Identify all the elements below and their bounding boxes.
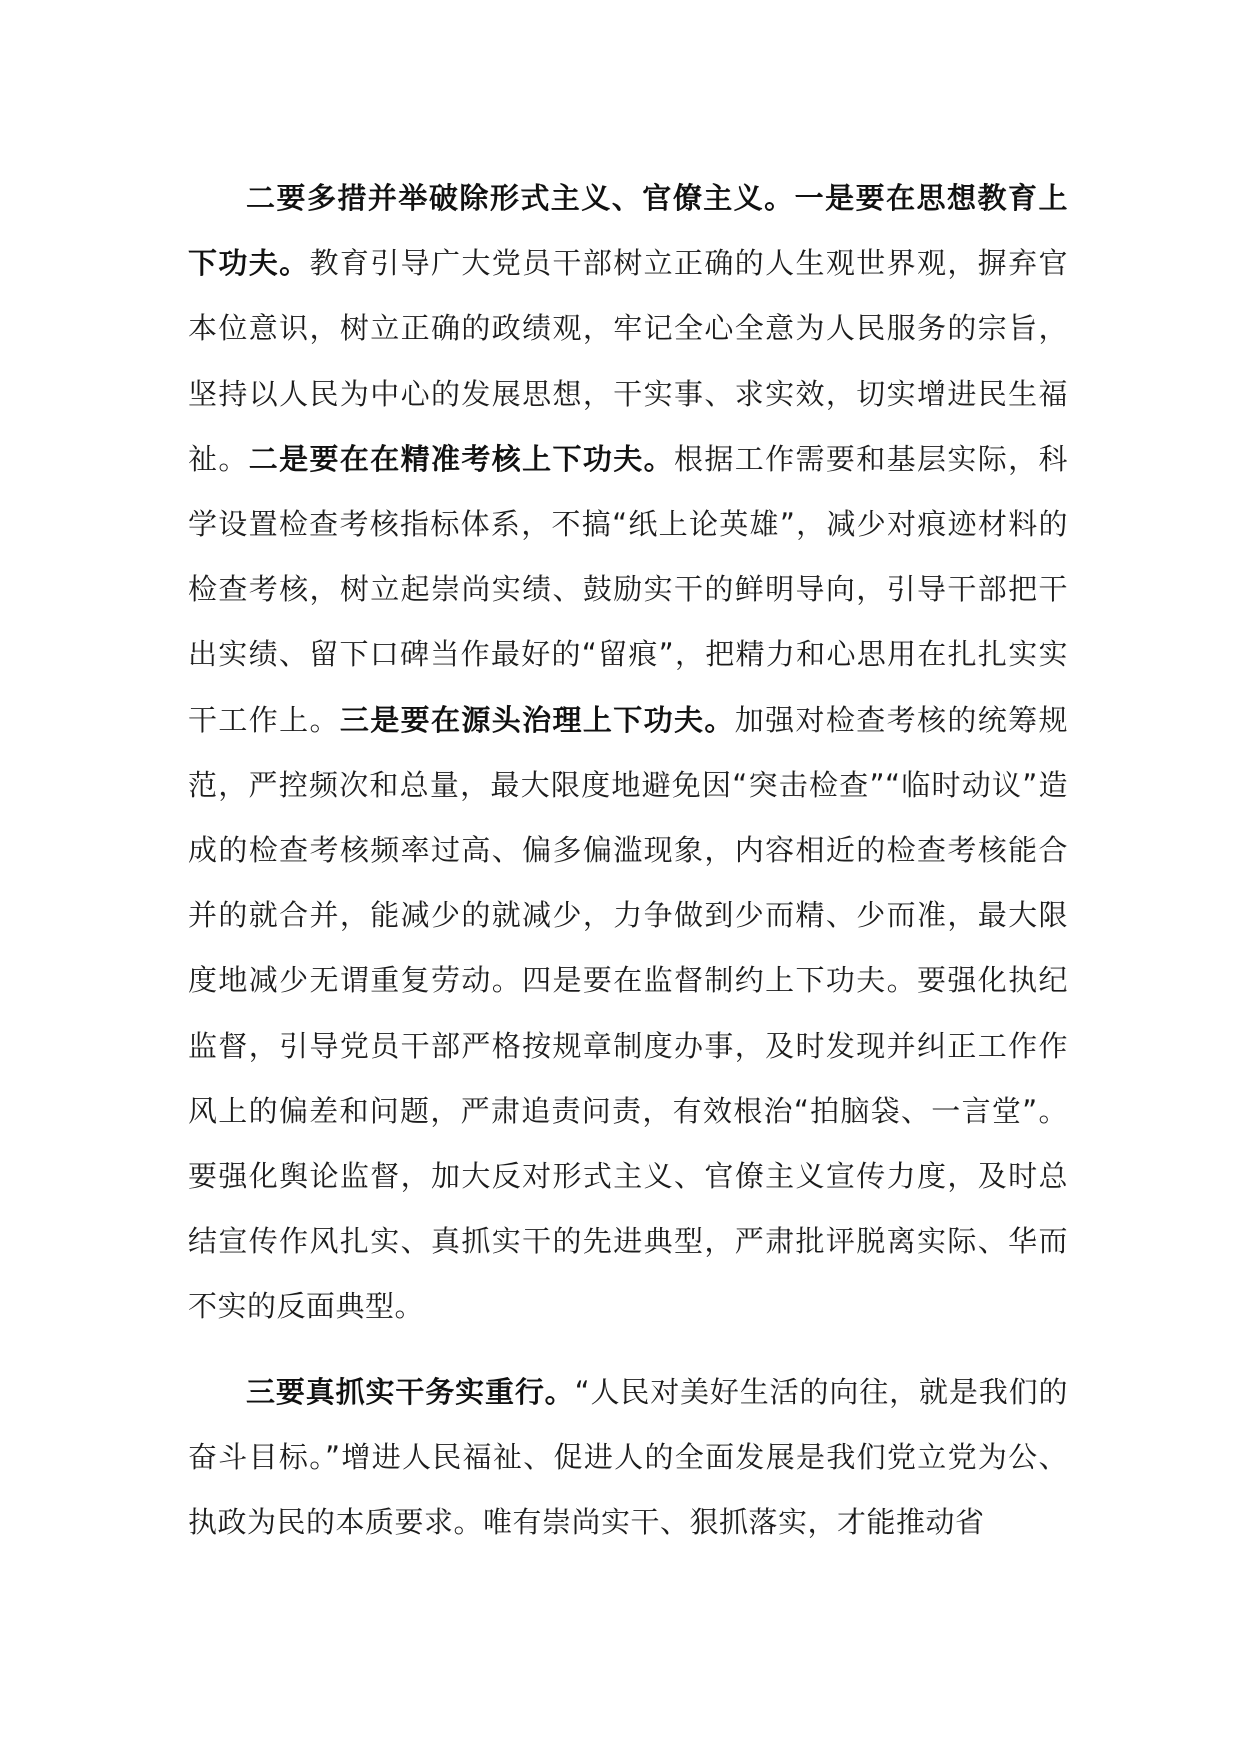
- point-heading-2: 二是要在在精准考核上下功夫。: [248, 441, 674, 476]
- body-text: 加强对检查考核的统筹规范，严控频次和总量，最大限度地避免因“突击检查”“临时动议”造成的检查考核频率过高、偏多偏滥现象，内容相近的检查考核能合并的就合并，能减少的就减少，力争做到少而精、少而准，最大限度地减少无谓重复劳动。四是要在监督制约上下功夫。要强化执纪监督，引导党员干部严格按规章制度办事，及时发现并纠正工作作风上的偏差和问题，严肃追责问责，有效根治“拍脑袋、一言堂”。要强化舆论监督，加大反对形式主义、官僚主义宣传力度，及时总结宣传作风扎实、真抓实干的先进典型，严肃批评脱离实际、华而不实的反面典型。: [188, 702, 1068, 1324]
- point-heading-3: 三是要在源头治理上下功夫。: [339, 702, 735, 737]
- point-heading-1: 一是要在思想教育上下功夫。: [188, 181, 1068, 281]
- body-text: 根据工作需要和基层实际，科学设置检查考核指标体系，不搞“纸上论英雄”，减少对痕迹材料的检查考核，树立起崇尚实绩、鼓励实干的鲜明导向，引导干部把干出实绩、留下口碑当作最好的“留痕”，把精力和心思用在扎扎实实干工作上。: [188, 441, 1068, 737]
- body-text: 教育引导广大党员干部树立正确的人生观世界观，摒弃官本位意识，树立正确的政绩观，牢记全心全意为人民服务的宗旨，坚持以人民为中心的发展思想，干实事、求实效，切实增进民生福祉。: [188, 246, 1068, 476]
- paragraph-forms-bureaucracy: [188, 166, 1068, 1340]
- body-text: “人民对美好生活的向往，就是我们的奋斗目标。”增进人民福祉、促进人的全面发展是我们党立党为公、执政为民的本质要求。唯有崇尚实干、狠抓落实，才能推动省: [188, 1374, 1068, 1540]
- section-heading: 三要真抓实干务实重行。: [246, 1374, 575, 1409]
- document-body: [188, 166, 1068, 1555]
- paragraph-practical-work: [188, 1360, 1068, 1556]
- section-heading: 二要多措并举破除形式主义、官僚主义。: [246, 181, 795, 215]
